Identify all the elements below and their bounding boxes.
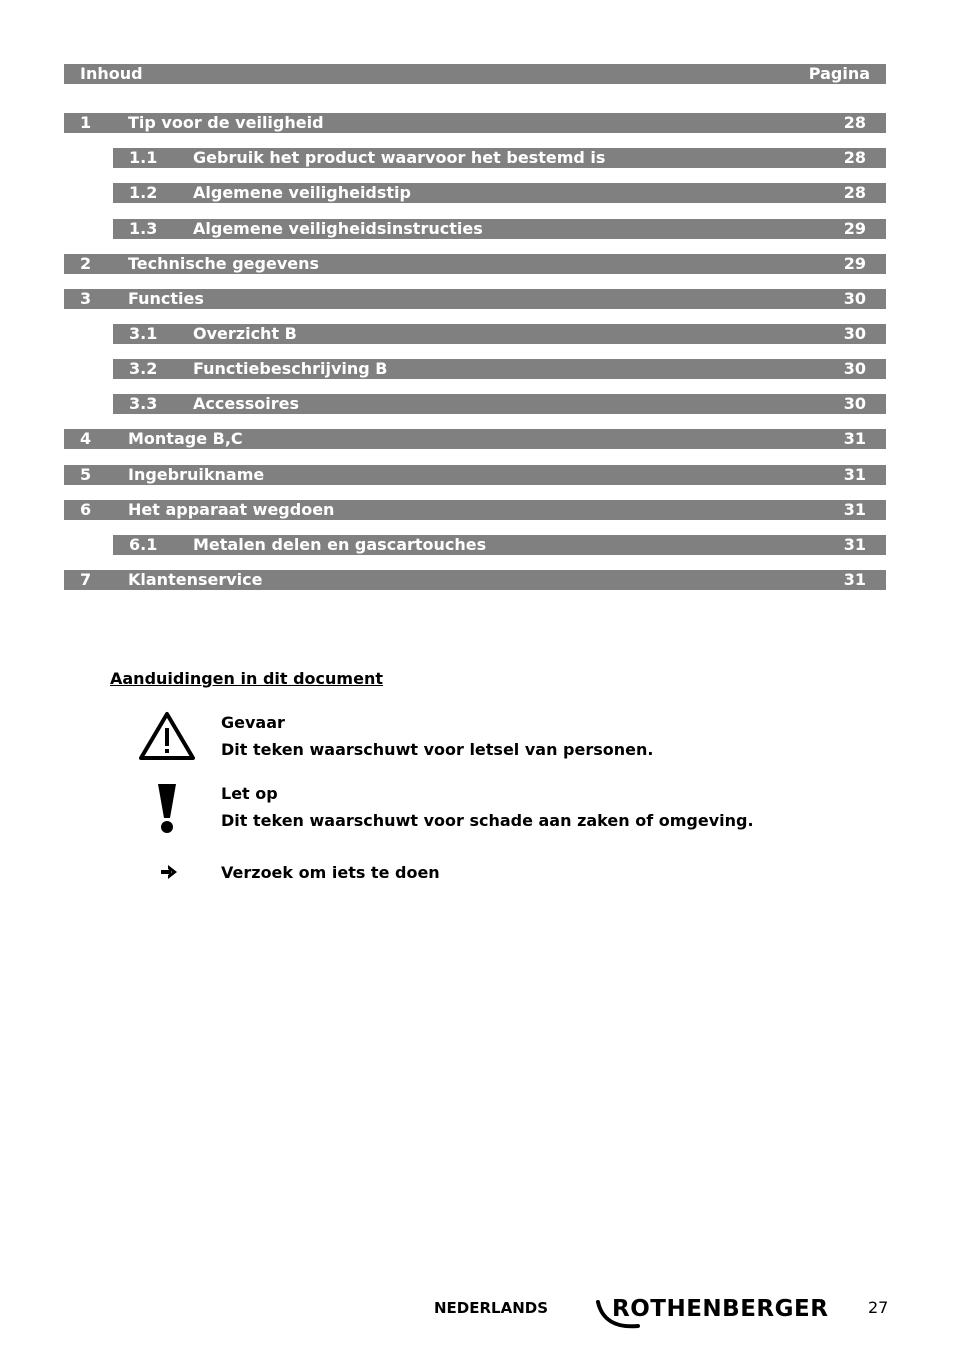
- legend-action-text: Verzoek om iets te doen: [221, 863, 440, 882]
- toc-entry-page: 31: [843, 535, 866, 554]
- toc-entry-number: 5: [80, 465, 92, 484]
- toc-entry-2[interactable]: [64, 254, 886, 274]
- toc-entry-page: 30: [843, 394, 866, 413]
- toc-entry-page: 28: [843, 113, 866, 132]
- legend-danger-label: Gevaar: [221, 713, 285, 732]
- toc-entry-1-1[interactable]: [113, 148, 886, 168]
- toc-entry-title: Technische gegevens: [128, 254, 320, 273]
- toc-entry-page: 31: [843, 500, 866, 519]
- toc-entry-page: 28: [843, 148, 866, 167]
- toc-entry-title: Klantenservice: [128, 570, 263, 589]
- toc-entry-number: 3: [80, 289, 92, 308]
- toc-header-title: Inhoud: [80, 64, 143, 83]
- toc-entry-number: 1: [80, 113, 92, 132]
- toc-entry-number: 3.1: [129, 324, 158, 343]
- toc-entry-title: Accessoires: [193, 394, 299, 413]
- toc-entry-page: 28: [843, 183, 866, 202]
- toc-entry-title: Tip voor de veiligheid: [128, 113, 324, 132]
- page-number: 27: [868, 1298, 889, 1317]
- toc-entry-number: 4: [80, 429, 92, 448]
- toc-entry-title: Ingebruikname: [128, 465, 265, 484]
- toc-entry-6-1[interactable]: [113, 535, 886, 555]
- toc-entry-title: Algemene veiligheidsinstructies: [193, 219, 483, 238]
- toc-entry-title: Overzicht B: [193, 324, 297, 343]
- toc-entry-title: Het apparaat wegdoen: [128, 500, 335, 519]
- toc-entry-number: 1.3: [129, 219, 158, 238]
- toc-entry-page: 29: [843, 254, 866, 273]
- footer-brand: ROTHENBERGER: [612, 1296, 829, 1322]
- toc-entry-4[interactable]: [64, 429, 886, 449]
- legend-caution-label: Let op: [221, 784, 278, 803]
- toc-entry-3-1[interactable]: [113, 324, 886, 344]
- toc-entry-3-2[interactable]: [113, 359, 886, 379]
- toc-entry-number: 6.1: [129, 535, 158, 554]
- toc-entry-3[interactable]: [64, 289, 886, 309]
- toc-entry-3-3[interactable]: [113, 394, 886, 414]
- arrow-right-icon: [160, 864, 178, 880]
- toc-entry-title: Functiebeschrijving B: [193, 359, 388, 378]
- toc-entry-1-3[interactable]: [113, 219, 886, 239]
- toc-entry-number: 1.2: [129, 183, 158, 202]
- toc-entry-page: 30: [843, 359, 866, 378]
- toc-entry-title: Algemene veiligheidstip: [193, 183, 411, 202]
- toc-header: [64, 64, 886, 84]
- toc-entry-page: 29: [843, 219, 866, 238]
- toc-entry-number: 3.3: [129, 394, 158, 413]
- toc-entry-number: 3.2: [129, 359, 158, 378]
- toc-entry-page: 31: [843, 429, 866, 448]
- legend-title: Aanduidingen in dit document: [110, 669, 383, 688]
- toc-entry-title: Montage B,C: [128, 429, 243, 448]
- toc-entry-5[interactable]: [64, 465, 886, 485]
- toc-entry-number: 7: [80, 570, 92, 589]
- legend-caution-text: Dit teken waarschuwt voor schade aan zaken of omgeving.: [221, 811, 754, 830]
- toc-entry-page: 31: [843, 465, 866, 484]
- toc-entry-number: 2: [80, 254, 92, 273]
- toc-entry-1-2[interactable]: [113, 183, 886, 203]
- toc-entry-page: 31: [843, 570, 866, 589]
- toc-entry-number: 1.1: [129, 148, 158, 167]
- toc-entry-title: Gebruik het product waarvoor het bestemd is: [193, 148, 606, 167]
- toc-entry-title: Metalen delen en gascartouches: [193, 535, 487, 554]
- legend-danger-text: Dit teken waarschuwt voor letsel van personen.: [221, 740, 654, 759]
- footer-language: NEDERLANDS: [434, 1299, 549, 1317]
- toc-entry-page: 30: [843, 289, 866, 308]
- toc-entry-1[interactable]: [64, 113, 886, 133]
- toc-entry-6[interactable]: [64, 500, 886, 520]
- exclamation-icon: [155, 782, 179, 836]
- toc-entry-7[interactable]: [64, 570, 886, 590]
- toc-entry-page: 30: [843, 324, 866, 343]
- warning-triangle-icon: [138, 710, 196, 762]
- toc-header-page-label: Pagina: [808, 64, 870, 83]
- toc-entry-number: 6: [80, 500, 92, 519]
- toc-entry-title: Functies: [128, 289, 204, 308]
